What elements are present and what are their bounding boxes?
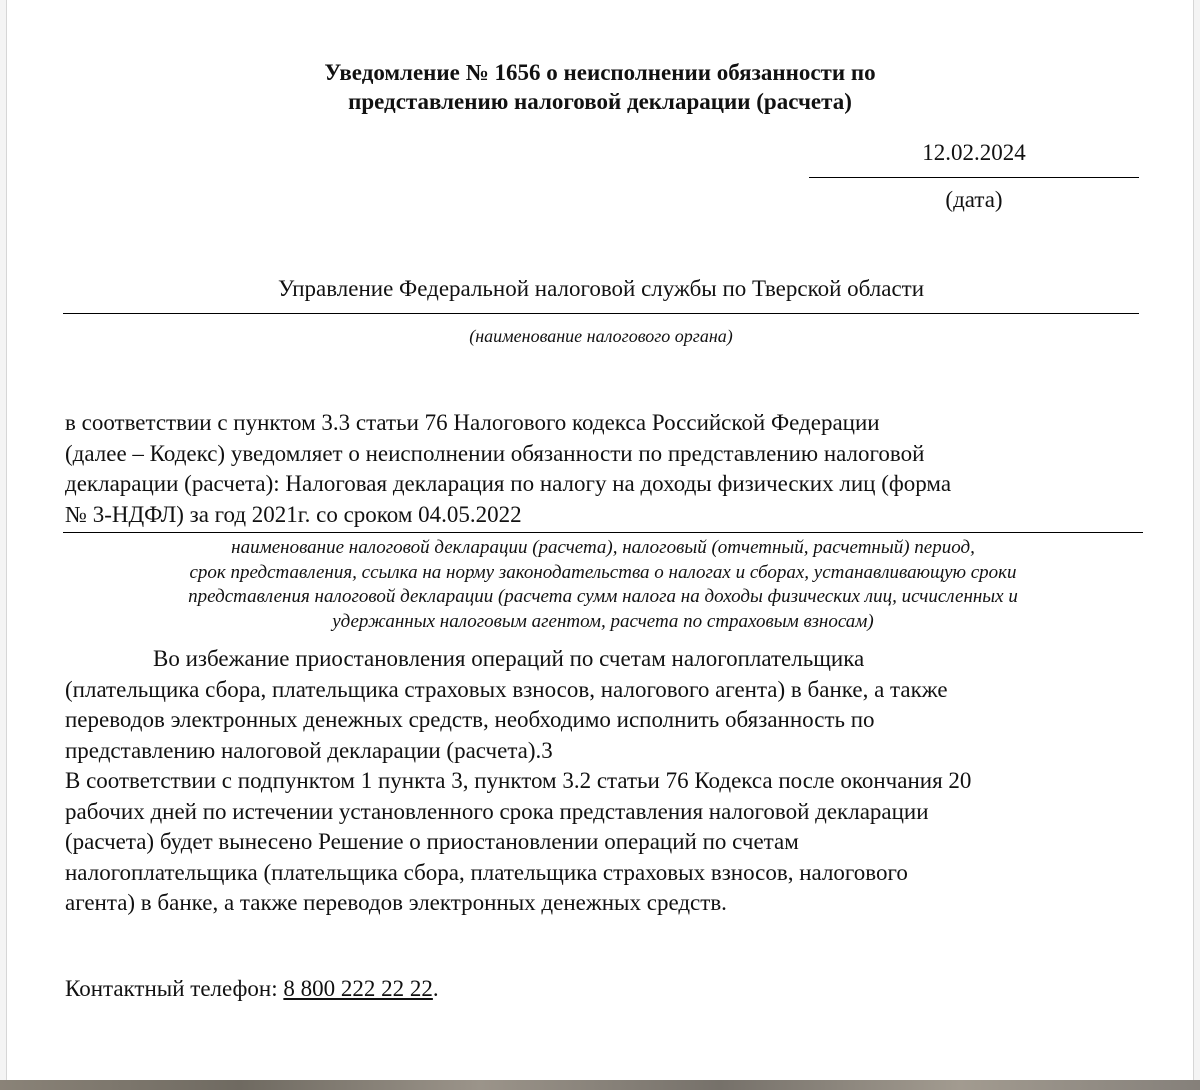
caption-line: срок представления, ссылка на норму законодательства о налогах и сборах, устанавливающую сроки (189, 561, 1017, 583)
document-page (6, 0, 1194, 1080)
paragraph-line: декларации (расчета): Налоговая декларация по налогу на доходы физических лиц (форма (65, 471, 952, 496)
paragraph-line: (плательщика сбора, плательщика страховых взносов, налогового агента) в банке, а также (65, 676, 948, 702)
caption-line: наименование налоговой декларации (расчета), налоговый (отчетный, расчетный) период, (231, 537, 975, 558)
paragraph-line: в соответствии с пунктом 3.3 статьи 76 Налогового кодекса Российской Федерации (65, 410, 880, 435)
paragraph-line: представлению налоговой декларации (расчета).3 (65, 737, 553, 763)
paragraph-line: (расчета) будет вынесено Решение о приостановлении операций по счетам (65, 829, 799, 854)
paragraph-line: налогоплательщика (плательщика сбора, плательщика страховых взносов, налогового (65, 859, 908, 885)
paragraph-warning (65, 644, 1145, 766)
paragraph-line: В соответствии с подпунктом 1 пункта 3, пунктом 3.2 статьи 76 Кодекса после окончания 20 (65, 768, 972, 793)
contact-suffix: . (432, 976, 439, 1001)
declaration-caption (63, 536, 1143, 634)
paragraph-line: агента) в банке, а также переводов электронных денежных средств. (65, 890, 727, 915)
title-line-1: Уведомление № 1656 о неисполнении обязанности по (324, 60, 876, 85)
paragraph-line: переводов электронных денежных средств, необходимо исполнить обязанность по (65, 707, 875, 732)
declaration-underline (63, 532, 1143, 533)
date-value: 12.02.2024 (922, 140, 1026, 165)
date-caption: (дата) (945, 187, 1003, 212)
contact-label: Контактный телефон: (65, 976, 278, 1001)
caption-line: представления налоговой декларации (расчета сумм налога на доходы физических лиц, исчисленных и (188, 586, 1018, 607)
paragraph-line: рабочих дней по истечении установленного срока представления налоговой декларации (65, 798, 929, 824)
contact-phone-link[interactable]: 8 800 222 22 22 (283, 976, 433, 1001)
tax-authority-caption: (наименование налогового органа) (469, 326, 733, 346)
tax-authority-underline (63, 313, 1139, 314)
paragraph-consequence (65, 766, 1145, 919)
caption-line: удержанных налоговым агентом, расчета по страховым взносам) (332, 610, 874, 632)
date-underline (809, 177, 1139, 178)
tax-authority-name: Управление Федеральной налоговой службы по Тверской области (277, 276, 925, 301)
document-title (7, 58, 1193, 116)
paragraph-line: Во избежание приостановления операций по счетам налогоплательщика (153, 646, 865, 671)
paragraph-line: (далее – Кодекс) уведомляет о неисполнении обязанности по представлению налоговой (65, 440, 925, 466)
paragraph-notification (65, 408, 1145, 530)
background-strip (0, 1080, 1200, 1090)
title-line-2: представлению налоговой декларации (расчета) (348, 89, 852, 114)
paragraph-line: № 3-НДФЛ) за год 2021г. со сроком 04.05.2022 (65, 501, 522, 527)
contact-phone-line (65, 976, 439, 1002)
